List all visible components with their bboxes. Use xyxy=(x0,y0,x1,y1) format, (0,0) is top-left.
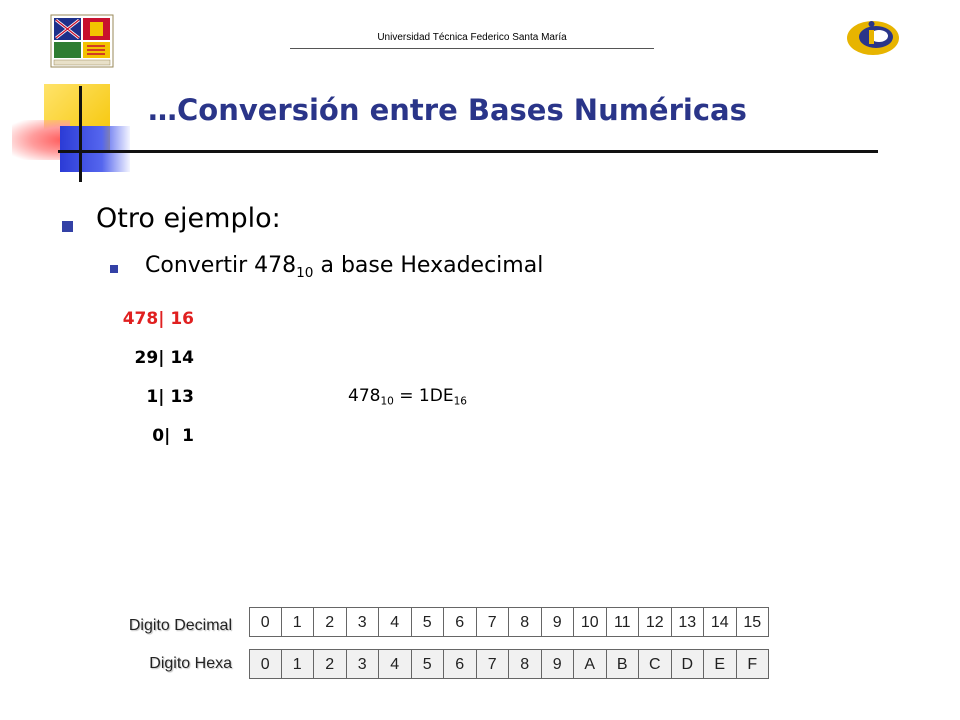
division-row: 1| 13 xyxy=(146,387,194,407)
university-crest-logo xyxy=(50,14,114,68)
hex-digit-cell: 1 xyxy=(282,649,315,679)
bullet2-suffix: a base Hexadecimal xyxy=(313,253,544,278)
division-row: 0| 1 xyxy=(152,426,194,446)
result-left-subscript: 10 xyxy=(380,395,394,408)
bullet-level1-text: Otro ejemplo: xyxy=(96,203,281,234)
decimal-digit-cell: 1 xyxy=(282,607,315,637)
hex-digit-cell: 8 xyxy=(509,649,542,679)
decimal-digit-cell: 15 xyxy=(737,607,770,637)
decimal-digit-cell: 5 xyxy=(412,607,445,637)
hex-digit-cell: D xyxy=(672,649,705,679)
conversion-result xyxy=(348,386,467,406)
bullet2-prefix: Convertir 478 xyxy=(145,253,297,278)
decimal-digit-cell: 14 xyxy=(704,607,737,637)
decorative-vertical-line xyxy=(79,86,82,182)
bullet-square-icon xyxy=(110,265,118,273)
division-steps xyxy=(70,304,194,460)
result-right-subscript: 16 xyxy=(453,395,467,408)
bullet-square-icon xyxy=(62,221,73,232)
bullet2-subscript: 10 xyxy=(296,264,314,281)
header-divider xyxy=(290,48,654,49)
decimal-digit-cell: 7 xyxy=(477,607,510,637)
institution-logo xyxy=(840,12,910,62)
hex-digit-cell: E xyxy=(704,649,737,679)
division-row: 29| 14 xyxy=(134,348,194,368)
decimal-digit-cell: 11 xyxy=(607,607,640,637)
result-left: 478 xyxy=(348,386,381,406)
hex-digit-cell: 9 xyxy=(542,649,575,679)
hex-digit-cell: A xyxy=(574,649,607,679)
decimal-digit-cell: 10 xyxy=(574,607,607,637)
hex-digit-label: Digito Hexa xyxy=(149,655,232,672)
hex-digit-cell: B xyxy=(607,649,640,679)
hex-digit-row xyxy=(249,649,769,679)
hex-digit-cell: 7 xyxy=(477,649,510,679)
university-name: Universidad Técnica Federico Santa María xyxy=(377,32,567,43)
decimal-digit-cell: 4 xyxy=(379,607,412,637)
result-equals: = 1DE xyxy=(393,386,454,406)
decimal-digit-cell: 3 xyxy=(347,607,380,637)
decimal-digit-cell: 8 xyxy=(509,607,542,637)
division-row: 478| 16 xyxy=(122,309,194,329)
decimal-digit-label: Digito Decimal xyxy=(128,617,232,634)
decimal-digit-cell: 6 xyxy=(444,607,477,637)
decimal-digit-cell: 13 xyxy=(672,607,705,637)
decimal-digit-cell: 9 xyxy=(542,607,575,637)
decimal-digit-row xyxy=(249,607,769,637)
decorative-blue-square xyxy=(60,126,130,172)
hex-digit-cell: 3 xyxy=(347,649,380,679)
bullet-level2-text xyxy=(145,253,544,281)
decimal-digit-cell: 2 xyxy=(314,607,347,637)
hex-digit-cell: 6 xyxy=(444,649,477,679)
decimal-digit-cell: 0 xyxy=(249,607,282,637)
hex-digit-cell: F xyxy=(737,649,770,679)
hex-digit-cell: C xyxy=(639,649,672,679)
hex-digit-cell: 0 xyxy=(249,649,282,679)
slide-title: …Conversión entre Bases Numéricas xyxy=(148,93,747,127)
hex-digit-cell: 5 xyxy=(412,649,445,679)
hex-digit-cell: 4 xyxy=(379,649,412,679)
hex-digit-cell: 2 xyxy=(314,649,347,679)
decimal-digit-cell: 12 xyxy=(639,607,672,637)
title-underline xyxy=(58,150,878,153)
